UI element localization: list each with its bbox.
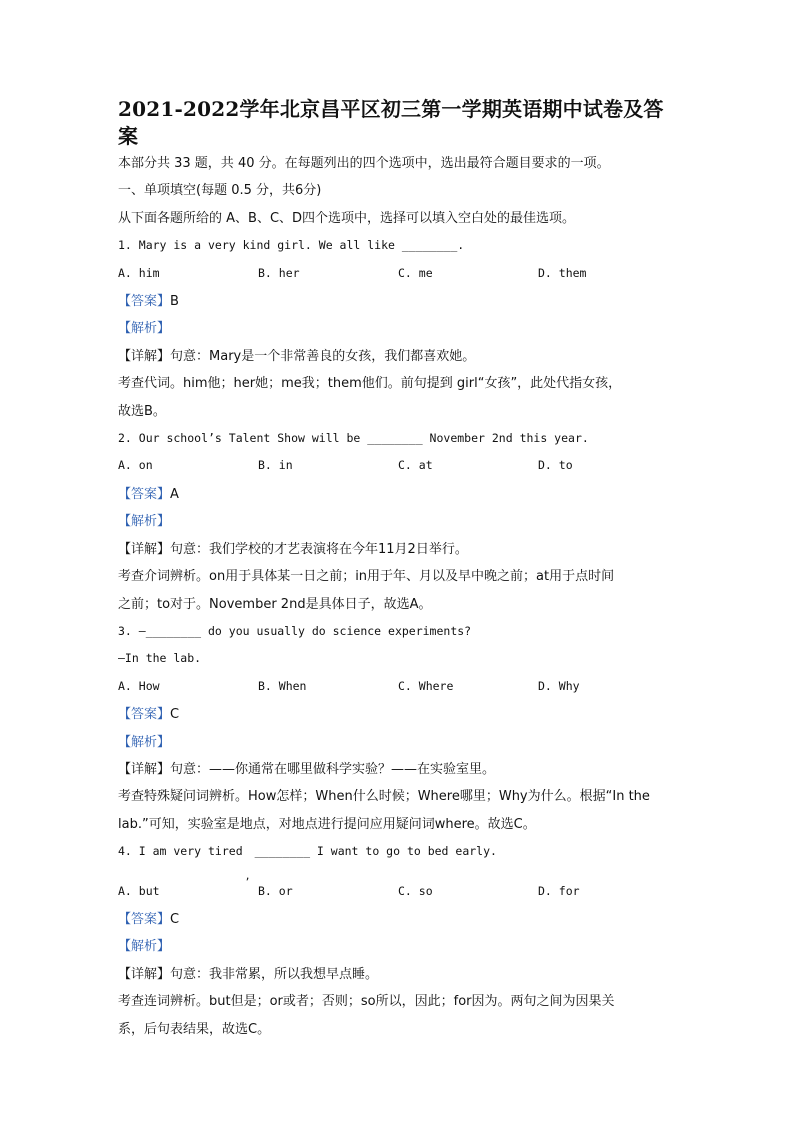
detail-line [118,343,678,370]
question-stem: 1. Mary is a very kind girl. We all like ________. [118,238,465,253]
detail-line [118,961,678,988]
detail-text: 句意：我们学校的才艺表演将在今年11月2日举行。 [170,541,468,557]
question-stem-part-2: ________ I want to go to bed early. [254,844,497,859]
question-stem: 3. —________ do you usually do science experiments? [118,623,472,638]
question-4 [118,838,678,1043]
detail-line [118,536,678,563]
analysis-label: 【解析】 [118,514,171,530]
option-d: D. Why [538,678,580,693]
option-d: D. for [538,883,580,898]
question-3 [118,618,678,838]
analysis-label: 【解析】 [118,939,171,955]
option-b: B. in [258,458,293,473]
detail-line [118,756,678,783]
explain-line-2: 之前；to对于。November 2nd是具体日子，故选A。 [118,596,432,612]
answer-value: A [170,486,179,502]
explain-line-1: 考查介词辨析。on用于具体某一日之前；in用于年、月以及早中晚之前；at用于点时间 [118,569,615,585]
answer-label: 【答案】 [118,707,171,723]
intro-text: 本部分共 33 题，共 40 分。在每题列出的四个选项中，选出最符合题目要求的一项。 [118,156,610,171]
answer-value: B [170,294,179,310]
explain-line-1: 考查连词辨析。but但是；or或者；否则；so所以，因此；for因为。两句之间为因果关 [118,994,615,1010]
options-row [118,878,678,905]
explain-line-2: 故选B。 [118,403,166,419]
option-d: D. to [538,458,573,473]
explain-line-2: 系，后句表结果，故选C。 [118,1021,271,1037]
section-heading: 一、单项填空(每题 0.5 分，共6分) [118,183,322,199]
question-stem: 2. Our school’s Talent Show will be ________ November 2nd this year. [118,431,589,446]
explain-line-1: 考查代词。him他；her她；me我；them他们。前句提到 girl“女孩”，此处代指女孩， [118,376,622,392]
explain-line-2: lab.”可知，实验室是地点，对地点进行提问应用疑问词where。故选C。 [118,816,536,832]
option-c: C. Where [398,678,454,693]
option-b: B. or [258,883,293,898]
title-line-1: 2021-2022学年北京昌平区初三第一学期英语期中试卷及答 [118,97,664,121]
answer-value: C [170,911,180,927]
option-c: C. me [398,265,433,280]
answer-label: 【答案】 [118,486,171,502]
detail-label: 【详解】 [118,761,171,777]
answer-line [118,287,678,315]
analysis-label: 【解析】 [118,321,171,337]
answer-line [118,905,678,933]
question-1 [118,232,678,425]
question-2 [118,425,678,618]
answer-value: C [170,707,180,723]
detail-label: 【详解】 [118,348,171,364]
detail-text: 句意：——你通常在哪里做科学实验？——在实验室里。 [170,761,496,777]
answer-line [118,480,678,508]
option-b: B. When [258,678,307,693]
title-line-2: 案 [118,124,139,148]
option-c: C. at [398,458,433,473]
option-b: B. her [258,265,300,280]
detail-text: 句意：Mary是一个非常善良的女孩，我们都喜欢她。 [170,348,476,364]
options-row [118,673,678,700]
options-row [118,260,678,287]
detail-text: 句意：我非常累，所以我想早点睡。 [170,966,379,982]
question-stem-reply: —In the lab. [118,651,202,666]
answer-label: 【答案】 [118,911,171,927]
option-c: C. so [398,883,433,898]
option-a: A. How [118,678,160,693]
question-stem-part-1: 4. I am very tired [118,844,243,859]
document-page [118,96,678,1043]
explain-line-1: 考查特殊疑问词辨析。How怎样；When什么时候；Where哪里；Why为什么。根据“In the [118,789,650,805]
option-a: A. but [118,883,160,898]
options-row [118,452,678,479]
answer-label: 【答案】 [118,294,171,310]
document-title [118,96,678,150]
analysis-label: 【解析】 [118,734,171,750]
question-stem [118,838,678,865]
detail-label: 【详解】 [118,966,171,982]
option-a: A. on [118,458,153,473]
answer-line [118,700,678,728]
detail-label: 【详解】 [118,541,171,557]
option-a: A. him [118,265,160,280]
option-d: D. them [538,265,587,280]
instruction-text: 从下面各题所给的 A、B、C、D四个选项中，选择可以填入空白处的最佳选项。 [118,210,576,226]
